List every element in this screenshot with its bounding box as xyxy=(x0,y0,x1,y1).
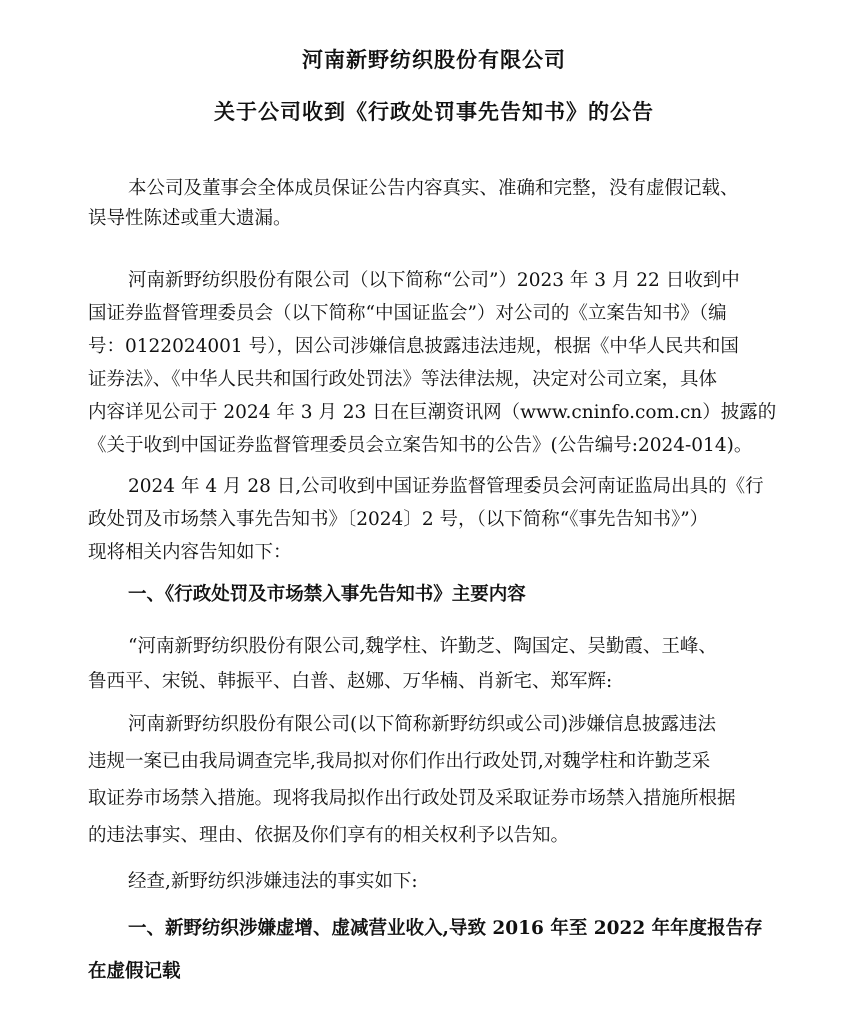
paragraph-line: 内容详见公司于 2024 年 3 月 23 日在巨潮资讯网（www.cninfo.com.cn）披露的 xyxy=(88,402,777,423)
section-heading: 一、《行政处罚及市场禁入事先告知书》主要内容 xyxy=(128,584,526,605)
paragraph-line: 现将相关内容告知如下： xyxy=(88,542,292,563)
paragraph-line: 取证券市场禁入措施。现将我局拟作出行政处罚及采取证券市场禁入措施所根据 xyxy=(88,788,736,809)
company-title: 河南新野纺织股份有限公司 xyxy=(302,47,566,72)
paragraph-line: 号：0122024001 号），因公司涉嫌信息披露违法违规，根据《中华人民共和国 xyxy=(88,336,739,357)
quote-line: 鲁西平、宋锐、韩振平、白普、赵娜、万华楠、肖新宅、郑军辉: xyxy=(88,671,613,692)
subsection-heading-line: 在虚假记载 xyxy=(88,961,181,982)
statement-line-1: 本公司及董事会全体成员保证公告内容真实、准确和完整，没有虚假记载、 xyxy=(128,178,739,199)
paragraph-line: 河南新野纺织股份有限公司（以下简称“公司”）2023 年 3 月 22 日收到中 xyxy=(128,270,740,291)
paragraph-line: 经查,新野纺织涉嫌违法的事实如下: xyxy=(128,871,418,892)
paragraph-line: 违规一案已由我局调查完毕,我局拟对你们作出行政处罚,对魏学柱和许勤芝采 xyxy=(88,751,711,772)
subsection-heading-line: 一、新野纺织涉嫌虚增、虚减营业收入,导致 2016 年至 2022 年年度报告存 xyxy=(128,918,763,939)
quote-line: “河南新野纺织股份有限公司,魏学柱、许勤芝、陶国定、吴勤霞、王峰、 xyxy=(128,636,717,657)
paragraph-line: 的违法事实、理由、依据及你们享有的相关权利予以告知。 xyxy=(88,825,570,846)
paragraph-line: 《关于收到中国证券监督管理委员会立案告知书的公告》(公告编号:2024-014)。 xyxy=(88,435,753,456)
paragraph-line: 政处罚及市场禁入事先告知书》〔2024〕2 号，（以下简称“《事先告知书》”） xyxy=(88,509,709,530)
announcement-title: 关于公司收到《行政处罚事先告知书》的公告 xyxy=(214,99,654,124)
paragraph-line: 河南新野纺织股份有限公司(以下简称新野纺织或公司)涉嫌信息披露违法 xyxy=(128,714,716,735)
paragraph-line: 国证券监督管理委员会（以下简称“中国证监会”）对公司的《立案告知书》（编 xyxy=(88,303,727,324)
paragraph-line: 2024 年 4 月 28 日,公司收到中国证券监督管理委员会河南证监局出具的《行 xyxy=(128,476,764,497)
paragraph-line: 证券法》、《中华人民共和国行政处罚法》等法律法规，决定对公司立案，具体 xyxy=(88,369,718,390)
statement-line-2: 误导性陈述或重大遗漏。 xyxy=(88,208,292,229)
